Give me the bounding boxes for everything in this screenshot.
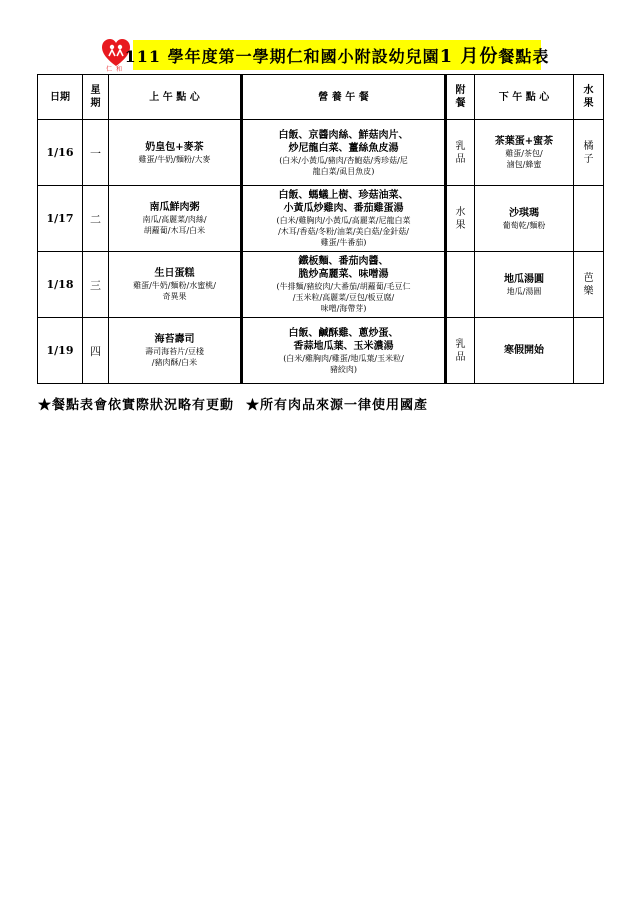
table-row <box>38 318 604 384</box>
afternoon-main: 地瓜湯圓 <box>504 273 544 285</box>
afternoon-main: 沙琪瑪 <box>509 207 539 219</box>
fruit-cell <box>574 318 604 384</box>
logo-text: 仁和 <box>105 66 127 72</box>
col-header-date: 日期 <box>38 75 83 120</box>
morning-ingredients: 南瓜/高麗菜/肉絲/ 胡蘿蔔/木耳/白米 <box>142 215 207 235</box>
lunch-main: 白飯、京醬肉絲、鮮菇肉片、 炒尼龍白菜、薑絲魚皮湯 <box>278 129 409 154</box>
table-row <box>38 120 604 186</box>
morning-main: 奶皇包+麥茶 <box>145 141 204 153</box>
weekday-cell: 四 <box>83 318 109 384</box>
lunch-main: 鐵板麵、番茄肉醬、 脆炒高麗菜、味噌湯 <box>298 256 389 280</box>
lunch-main: 白飯、螞蟻上樹、珍菇油菜、 小黃瓜炒雞肉、番茄雞蛋湯 <box>278 190 409 214</box>
date-cell: 1/19 <box>38 318 83 384</box>
afternoon-ingredients: 地瓜/湯圓 <box>506 286 542 296</box>
table-header-row <box>38 75 604 120</box>
lunch-ingredients: (白米/小黃瓜/豬肉/杏鮑菇/秀珍菇/尼 龍白菜/虱目魚皮) <box>279 155 408 176</box>
weekday-cell: 三 <box>83 252 109 318</box>
side-cell <box>446 252 475 318</box>
fruit-cell: 芭樂 <box>574 252 604 318</box>
note-menu-change: ★餐點表會依實際狀況略有更動 <box>38 398 235 413</box>
side-cell: 水果 <box>446 186 475 252</box>
lunch-cell <box>242 186 446 252</box>
afternoon-ingredients: 葡萄乾/麵粉 <box>502 220 546 230</box>
fruit-cell <box>574 186 604 252</box>
morning-ingredients: 雞蛋/牛奶/麵粉/大麥 <box>138 154 211 164</box>
morning-main: 生日蛋糕 <box>154 268 195 279</box>
footnotes <box>38 394 608 413</box>
morning-cell <box>109 318 242 384</box>
date-cell: 1/17 <box>38 186 83 252</box>
title-suffix: 餐點表 <box>498 46 550 66</box>
col-header-side: 附餐 <box>446 75 475 120</box>
lunch-ingredients: (白米/雞胸肉/雞蛋/地瓜葉/玉米粒/ 豬絞肉) <box>283 353 404 374</box>
morning-cell <box>109 120 242 186</box>
page-title <box>124 40 550 70</box>
col-header-lunch: 營 養 午 餐 <box>242 75 446 120</box>
weekday-cell: 一 <box>83 120 109 186</box>
afternoon-cell <box>475 120 574 186</box>
afternoon-main: 寒假開始 <box>504 345 544 356</box>
morning-ingredients: 壽司海苔片/豆棧 /豬肉酥/白米 <box>145 347 204 367</box>
lunch-main: 白飯、鹹酥雞、蔥炒蛋、 香蒜地瓜葉、玉米濃湯 <box>288 327 399 352</box>
lunch-cell <box>242 120 446 186</box>
lunch-cell <box>242 318 446 384</box>
table-row <box>38 186 604 252</box>
afternoon-ingredients: 雞蛋/茶包/ 滷包/蜂蜜 <box>505 149 543 169</box>
lunch-ingredients: (白米/雞胸肉/小黃瓜/高麗菜/尼龍白菜 /木耳/香菇/冬粉/油菜/美白菇/金針菇/ 雞蛋/牛番茄) <box>276 216 411 247</box>
lunch-cell <box>242 252 446 318</box>
col-header-fruit: 水果 <box>574 75 604 120</box>
afternoon-cell <box>475 318 574 384</box>
afternoon-main: 茶葉蛋+蜜茶 <box>494 136 554 147</box>
afternoon-cell <box>475 252 574 318</box>
col-header-weekday: 星期 <box>83 75 109 120</box>
table-row <box>38 252 604 318</box>
morning-ingredients: 雞蛋/牛奶/麵粉/水蜜桃/ 奇異果 <box>133 281 216 301</box>
morning-main: 南瓜鮮肉粥 <box>149 202 200 213</box>
meal-table <box>37 74 604 384</box>
col-header-afternoon: 下 午 點 心 <box>475 75 574 120</box>
title-month: 1 月份 <box>439 46 499 67</box>
fruit-cell: 橘子 <box>574 120 604 186</box>
date-cell: 1/16 <box>38 120 83 186</box>
morning-cell <box>109 252 242 318</box>
lunch-ingredients: (牛排麵/豬絞肉/大番茄/胡蘿蔔/毛豆仁 /玉米粒/高麗菜/豆包/板豆腐/ 味噌/海帶芽) <box>276 282 411 313</box>
morning-cell <box>109 186 242 252</box>
afternoon-cell <box>475 186 574 252</box>
morning-main: 海苔壽司 <box>154 334 195 345</box>
side-cell: 乳品 <box>446 120 475 186</box>
title-prefix: 111 學年度第一學期仁和國小附設幼兒園 <box>124 46 440 66</box>
date-cell: 1/18 <box>38 252 83 318</box>
col-header-morning: 上 午 點 心 <box>109 75 242 120</box>
note-meat-origin: ★所有肉品來源一律使用國產 <box>246 398 429 413</box>
weekday-cell: 二 <box>83 186 109 252</box>
side-cell: 乳品 <box>446 318 475 384</box>
